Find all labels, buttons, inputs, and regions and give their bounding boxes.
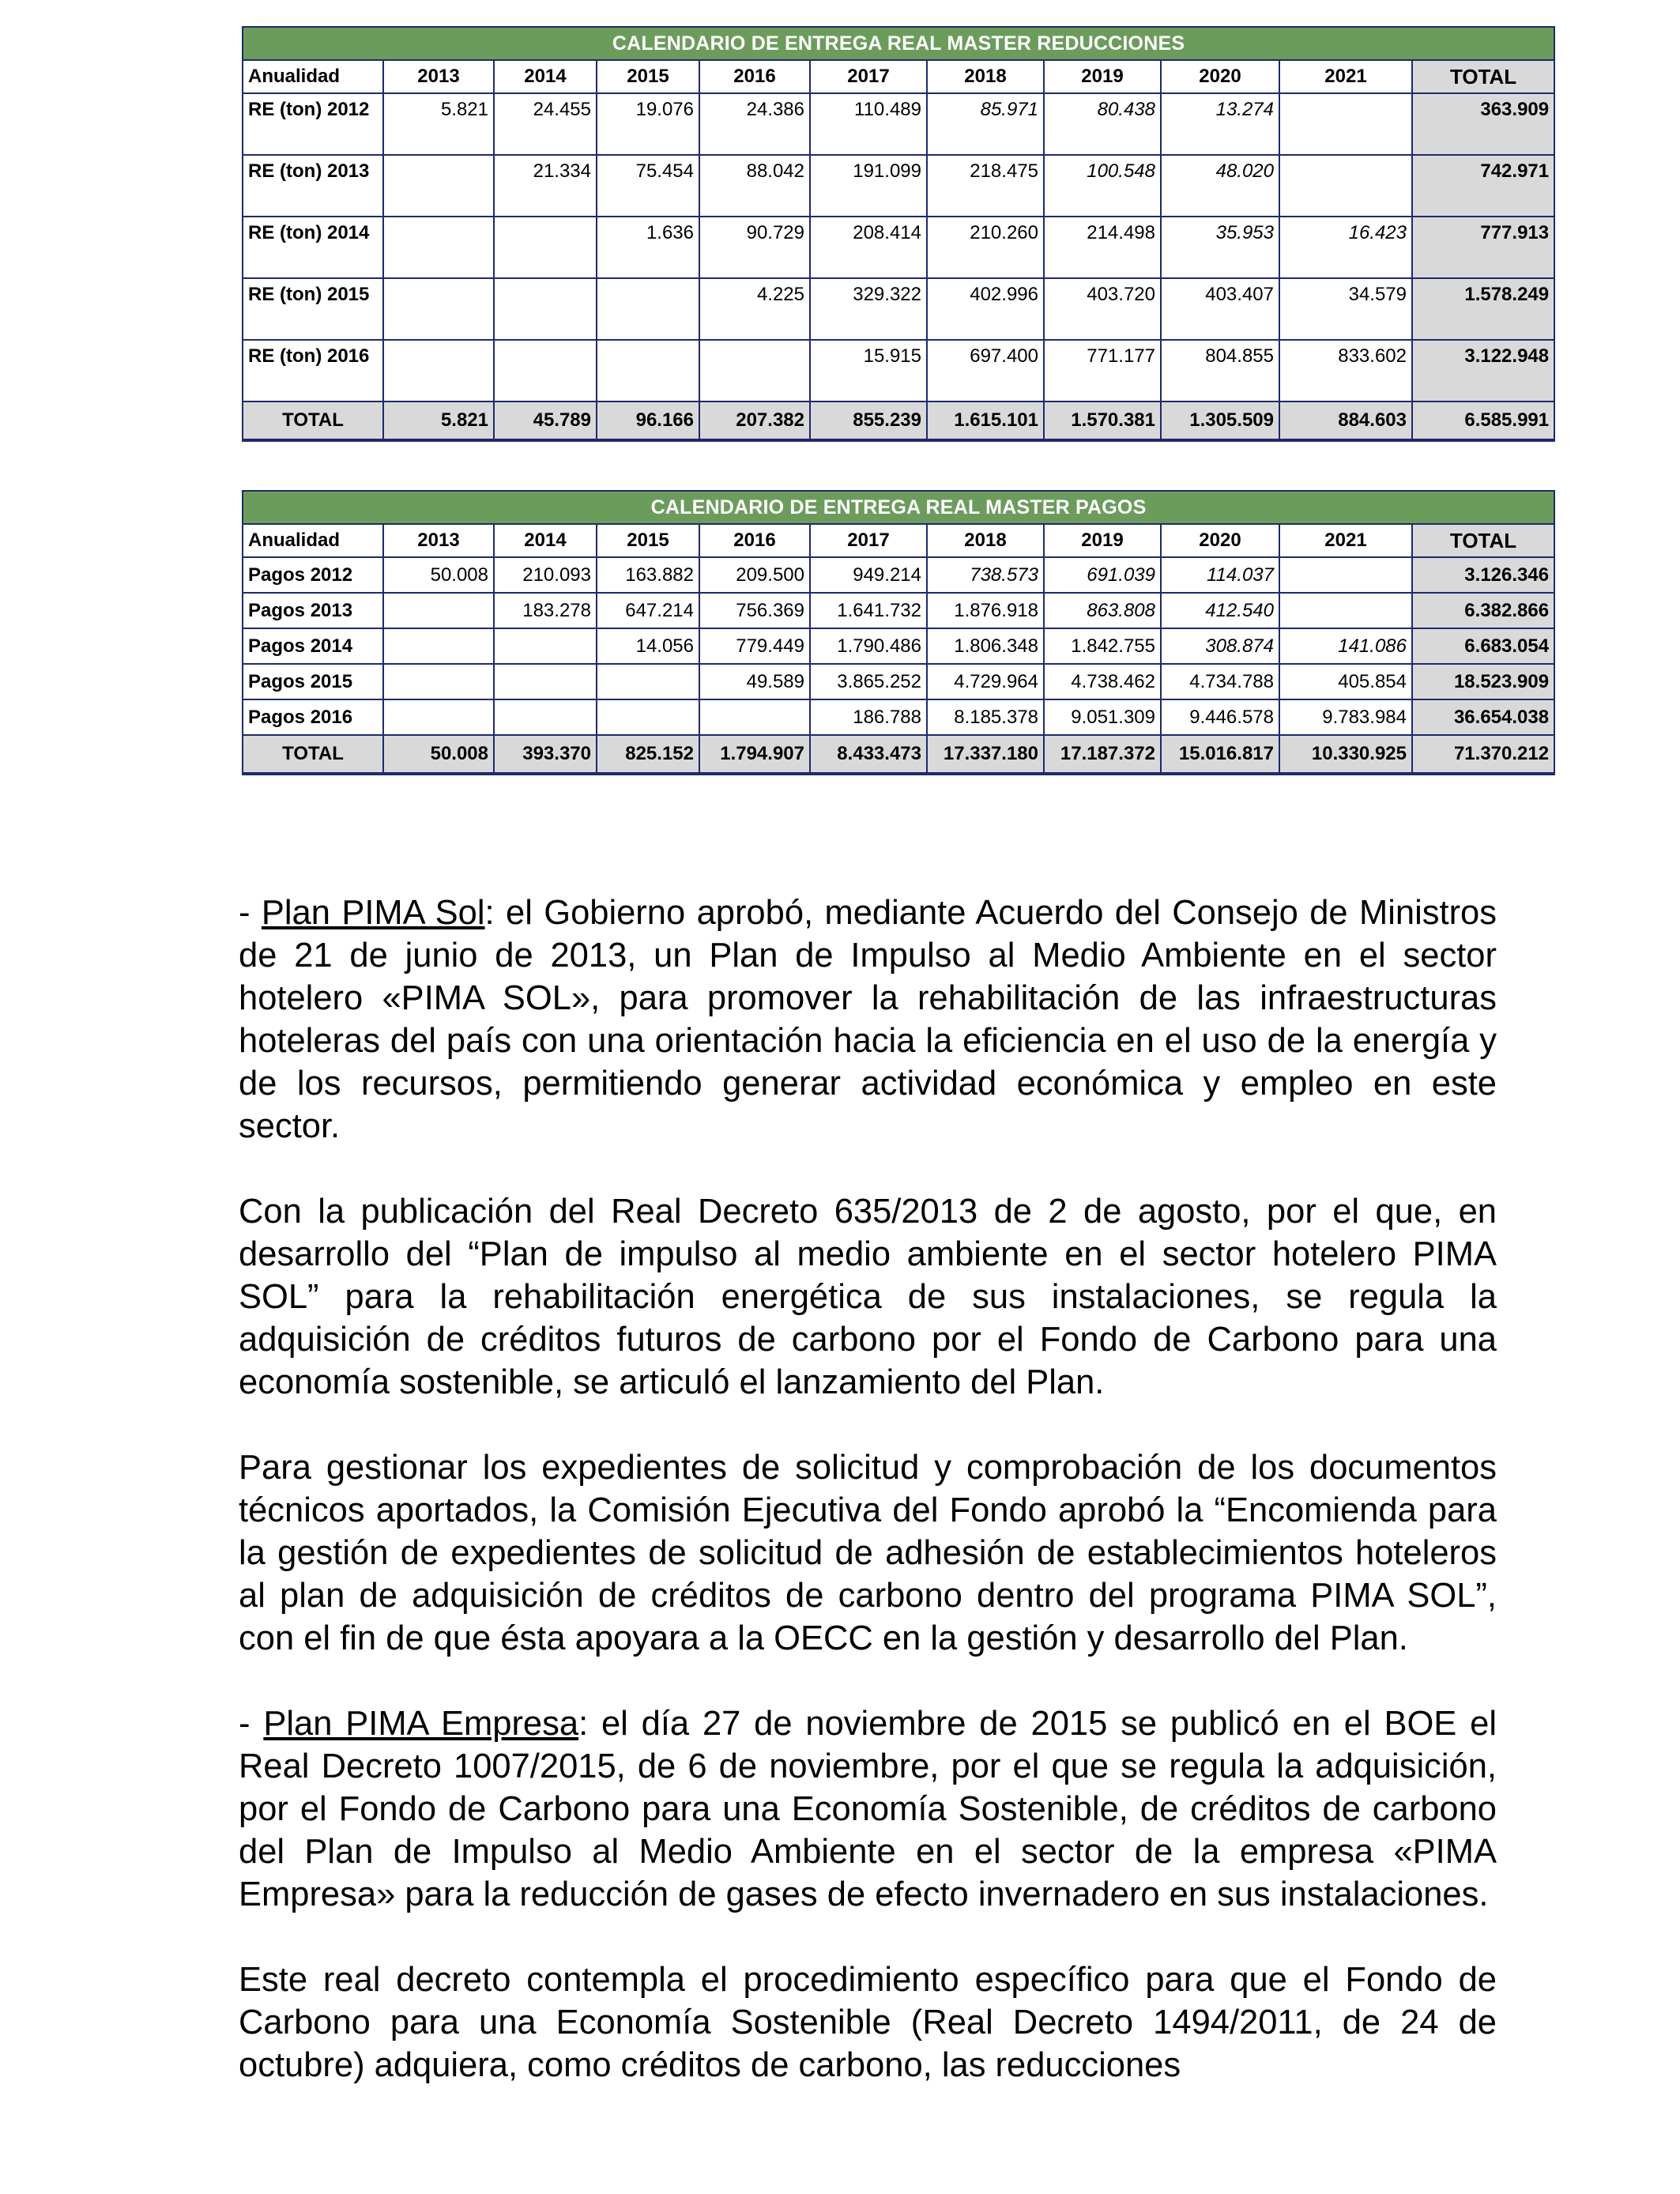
- header-year: 2014: [494, 524, 597, 557]
- table-cell: 34.579: [1279, 278, 1412, 340]
- header-year: 2013: [383, 60, 494, 93]
- table-cell: 209.500: [699, 557, 810, 593]
- table-cell: 3.865.252: [810, 664, 927, 699]
- row-label: RE (ton) 2012: [243, 93, 383, 155]
- bullet-dash: -: [239, 894, 262, 932]
- header-year: 2017: [810, 60, 927, 93]
- table-cell: 4.734.788: [1161, 664, 1279, 699]
- table-row: [243, 557, 1554, 593]
- table-cell: 756.369: [699, 593, 810, 628]
- row-total-cell: 363.909: [1412, 93, 1554, 155]
- table-cell: [383, 155, 494, 217]
- table-cell: [383, 278, 494, 340]
- table-cell: 48.020: [1161, 155, 1279, 217]
- table-cell: [494, 699, 597, 735]
- table-cell: 80.438: [1044, 93, 1161, 155]
- total-cell: 17.337.180: [927, 735, 1044, 774]
- table-cell: 21.334: [494, 155, 597, 217]
- table-cell: 35.953: [1161, 217, 1279, 278]
- table-cell: 405.854: [1279, 664, 1412, 699]
- table-cell: 403.720: [1044, 278, 1161, 340]
- table-cell: [699, 340, 810, 401]
- plan-pima-empresa-heading: Plan PIMA Empresa: [263, 1705, 579, 1743]
- table-row: [243, 278, 1554, 340]
- total-cell: 17.187.372: [1044, 735, 1161, 774]
- table-row: [243, 155, 1554, 217]
- table-cell: 214.498: [1044, 217, 1161, 278]
- table-row: [243, 93, 1554, 155]
- row-total-cell: 3.126.346: [1412, 557, 1554, 593]
- table-cell: [597, 664, 699, 699]
- total-cell: 1.570.381: [1044, 401, 1161, 440]
- row-label: Pagos 2015: [243, 664, 383, 699]
- table-cell: 1.641.732: [810, 593, 927, 628]
- table-row: [243, 664, 1554, 699]
- total-cell: 393.370: [494, 735, 597, 774]
- table-cell: [597, 278, 699, 340]
- table-row: [243, 628, 1554, 664]
- total-cell: 15.016.817: [1161, 735, 1279, 774]
- header-year: 2016: [699, 60, 810, 93]
- total-row: [243, 401, 1554, 440]
- row-total-cell: 36.654.038: [1412, 699, 1554, 735]
- table-cell: 114.037: [1161, 557, 1279, 593]
- header-year: 2019: [1044, 524, 1161, 557]
- table-row: [243, 593, 1554, 628]
- total-cell: 884.603: [1279, 401, 1412, 440]
- table-row: [243, 699, 1554, 735]
- total-row: [243, 735, 1554, 774]
- table-cell: [1279, 557, 1412, 593]
- table-cell: [1279, 593, 1412, 628]
- table-cell: 75.454: [597, 155, 699, 217]
- table-cell: [383, 699, 494, 735]
- table-cell: 691.039: [1044, 557, 1161, 593]
- paragraph-pima-empresa: [239, 1702, 1497, 1916]
- total-cell: 45.789: [494, 401, 597, 440]
- table-cell: 9.783.984: [1279, 699, 1412, 735]
- row-label: RE (ton) 2014: [243, 217, 383, 278]
- row-total-cell: 6.382.866: [1412, 593, 1554, 628]
- table-cell: 49.589: [699, 664, 810, 699]
- row-label: Pagos 2014: [243, 628, 383, 664]
- table-cell: [383, 217, 494, 278]
- total-row-label: TOTAL: [243, 401, 383, 440]
- table-cell: 163.882: [597, 557, 699, 593]
- table-cell: 186.788: [810, 699, 927, 735]
- table-cell: [494, 628, 597, 664]
- table-cell: 5.821: [383, 93, 494, 155]
- header-year: 2013: [383, 524, 494, 557]
- table-cell: [494, 217, 597, 278]
- row-total-cell: 6.683.054: [1412, 628, 1554, 664]
- table-cell: 647.214: [597, 593, 699, 628]
- header-anualidad: Anualidad: [243, 60, 383, 93]
- table-cell: 141.086: [1279, 628, 1412, 664]
- header-year: 2020: [1161, 524, 1279, 557]
- table-cell: 13.274: [1161, 93, 1279, 155]
- total-cell: 5.821: [383, 401, 494, 440]
- paragraph-encomienda: Para gestionar los expedientes de solicitud y comprobación de los documentos técnicos aportados, la Comisión Ejecutiva del Fondo aprobó la “Encomienda para la gestión de expedientes de solicitud de adhesión de establecimientos hoteleros al plan de adquisición de créditos de carbono dentro del programa PIMA SOL”, con el fin de que ésta apoyara a la OECC en la gestión y desarrollo del Plan.: [239, 1449, 1497, 1657]
- header-year: 2015: [597, 60, 699, 93]
- table-cell: [494, 278, 597, 340]
- table-cell: 208.414: [810, 217, 927, 278]
- header-year: 2018: [927, 60, 1044, 93]
- table-cell: [597, 699, 699, 735]
- paragraph-pima-sol: [239, 892, 1497, 1148]
- table-cell: 1.790.486: [810, 628, 927, 664]
- table-cell: 210.093: [494, 557, 597, 593]
- row-total-cell: 18.523.909: [1412, 664, 1554, 699]
- row-label: Pagos 2016: [243, 699, 383, 735]
- row-total-cell: 777.913: [1412, 217, 1554, 278]
- total-cell: 6.585.991: [1412, 401, 1554, 440]
- total-cell: 207.382: [699, 401, 810, 440]
- table-row: [243, 340, 1554, 401]
- plan-pima-sol-heading: Plan PIMA Sol: [261, 894, 485, 932]
- table-cell: [1279, 155, 1412, 217]
- table-cell: 4.738.462: [1044, 664, 1161, 699]
- table-cell: 16.423: [1279, 217, 1412, 278]
- row-label: RE (ton) 2015: [243, 278, 383, 340]
- table-cell: 403.407: [1161, 278, 1279, 340]
- table-cell: 1.842.755: [1044, 628, 1161, 664]
- table-cell: 863.808: [1044, 593, 1161, 628]
- table-cell: 949.214: [810, 557, 927, 593]
- total-cell: 825.152: [597, 735, 699, 774]
- table-cell: 9.446.578: [1161, 699, 1279, 735]
- table-cell: 1.876.918: [927, 593, 1044, 628]
- table-cell: [383, 340, 494, 401]
- header-year: 2020: [1161, 60, 1279, 93]
- total-cell: 71.370.212: [1412, 735, 1554, 774]
- table-row: [243, 217, 1554, 278]
- table-cell: [383, 593, 494, 628]
- table-cell: 697.400: [927, 340, 1044, 401]
- total-row-label: TOTAL: [243, 735, 383, 774]
- header-year: 2015: [597, 524, 699, 557]
- table-cell: 110.489: [810, 93, 927, 155]
- row-label: Pagos 2013: [243, 593, 383, 628]
- row-label: RE (ton) 2013: [243, 155, 383, 217]
- row-total-cell: 742.971: [1412, 155, 1554, 217]
- bullet-dash: -: [239, 1705, 264, 1743]
- total-cell: 855.239: [810, 401, 927, 440]
- table-cell: [494, 664, 597, 699]
- header-total: TOTAL: [1412, 524, 1554, 557]
- table-cell: 183.278: [494, 593, 597, 628]
- table-cell: 218.475: [927, 155, 1044, 217]
- table-cell: [383, 664, 494, 699]
- header-year: 2017: [810, 524, 927, 557]
- header-year: 2018: [927, 524, 1044, 557]
- table-cell: 50.008: [383, 557, 494, 593]
- table-cell: 14.056: [597, 628, 699, 664]
- table-cell: 210.260: [927, 217, 1044, 278]
- table-cell: 4.729.964: [927, 664, 1044, 699]
- total-cell: 1.794.907: [699, 735, 810, 774]
- table-cell: [1279, 93, 1412, 155]
- header-year: 2014: [494, 60, 597, 93]
- header-year: 2021: [1279, 524, 1412, 557]
- table-cell: 4.225: [699, 278, 810, 340]
- header-anualidad: Anualidad: [243, 524, 383, 557]
- table-cell: 738.573: [927, 557, 1044, 593]
- paragraph-real-decreto-1007: Este real decreto contempla el procedimiento específico para que el Fondo de Carbono para una Economía Sostenible (Real Decreto 1494/2011, de 24 de octubre) adquiera, como créditos de carbono, las reducciones: [239, 1961, 1497, 2084]
- table-cell: 88.042: [699, 155, 810, 217]
- table-cell: 771.177: [1044, 340, 1161, 401]
- row-total-cell: 3.122.948: [1412, 340, 1554, 401]
- table-cell: 191.099: [810, 155, 927, 217]
- table-cell: 412.540: [1161, 593, 1279, 628]
- header-total: TOTAL: [1412, 60, 1554, 93]
- paragraph-real-decreto-635: Con la publicación del Real Decreto 635/2013 de 2 de agosto, por el que, en desarrollo del “Plan de impulso al medio ambiente en el sector hotelero PIMA SOL” para la rehabilitación energética de sus instalaciones, se regula la adquisición de créditos futuros de carbono por el Fondo de Carbono para una economía sostenible, se articuló el lanzamiento del Plan.: [239, 1193, 1497, 1401]
- table-cell: 24.386: [699, 93, 810, 155]
- table-cell: [383, 628, 494, 664]
- document-body: [239, 892, 1497, 2087]
- table-cell: 1.636: [597, 217, 699, 278]
- total-cell: 10.330.925: [1279, 735, 1412, 774]
- table-cell: 329.322: [810, 278, 927, 340]
- table-cell: 85.971: [927, 93, 1044, 155]
- table-cell: [494, 340, 597, 401]
- table-cell: 402.996: [927, 278, 1044, 340]
- table-cell: 100.548: [1044, 155, 1161, 217]
- table-cell: 833.602: [1279, 340, 1412, 401]
- table-title: CALENDARIO DE ENTREGA REAL MASTER PAGOS: [243, 491, 1554, 524]
- table-cell: 9.051.309: [1044, 699, 1161, 735]
- header-year: 2019: [1044, 60, 1161, 93]
- table-cell: 19.076: [597, 93, 699, 155]
- total-cell: 1.305.509: [1161, 401, 1279, 440]
- total-cell: 50.008: [383, 735, 494, 774]
- table-cell: 1.806.348: [927, 628, 1044, 664]
- paragraph-text: : el día 27 de noviembre de 2015 se publicó en el BOE el Real Decreto 1007/2015, de 6 de noviembre, por el que se regula la adquisición, por el Fondo de Carbono para una Economía Sostenible, de créditos de carbono del Plan de Impulso al Medio Ambiente en el sector de la empresa «PIMA Empresa» para la reducción de gases de efecto invernadero en sus instalaciones.: [239, 1705, 1497, 1913]
- table-cell: [597, 340, 699, 401]
- row-label: Pagos 2012: [243, 557, 383, 593]
- table-cell: [699, 699, 810, 735]
- table-title: CALENDARIO DE ENTREGA REAL MASTER REDUCCIONES: [243, 27, 1554, 60]
- pagos-table: [242, 490, 1555, 775]
- table-cell: 779.449: [699, 628, 810, 664]
- table-cell: 15.915: [810, 340, 927, 401]
- table-cell: 8.185.378: [927, 699, 1044, 735]
- total-cell: 96.166: [597, 401, 699, 440]
- row-label: RE (ton) 2016: [243, 340, 383, 401]
- header-year: 2021: [1279, 60, 1412, 93]
- table-cell: 308.874: [1161, 628, 1279, 664]
- total-cell: 8.433.473: [810, 735, 927, 774]
- table-cell: 90.729: [699, 217, 810, 278]
- header-year: 2016: [699, 524, 810, 557]
- paragraph-text: : el Gobierno aprobó, mediante Acuerdo del Consejo de Ministros de 21 de junio de 2013, un Plan de Impulso al Medio Ambiente en el sector hotelero «PIMA SOL», para promover la rehabilitación de las infraestructuras hoteleras del país con una orientación hacia la eficiencia en el uso de la energía y de los recursos, permitiendo generar actividad económica y empleo en este sector.: [239, 894, 1497, 1145]
- row-total-cell: 1.578.249: [1412, 278, 1554, 340]
- table-cell: 24.455: [494, 93, 597, 155]
- table-cell: 804.855: [1161, 340, 1279, 401]
- total-cell: 1.615.101: [927, 401, 1044, 440]
- reducciones-table: [242, 26, 1555, 442]
